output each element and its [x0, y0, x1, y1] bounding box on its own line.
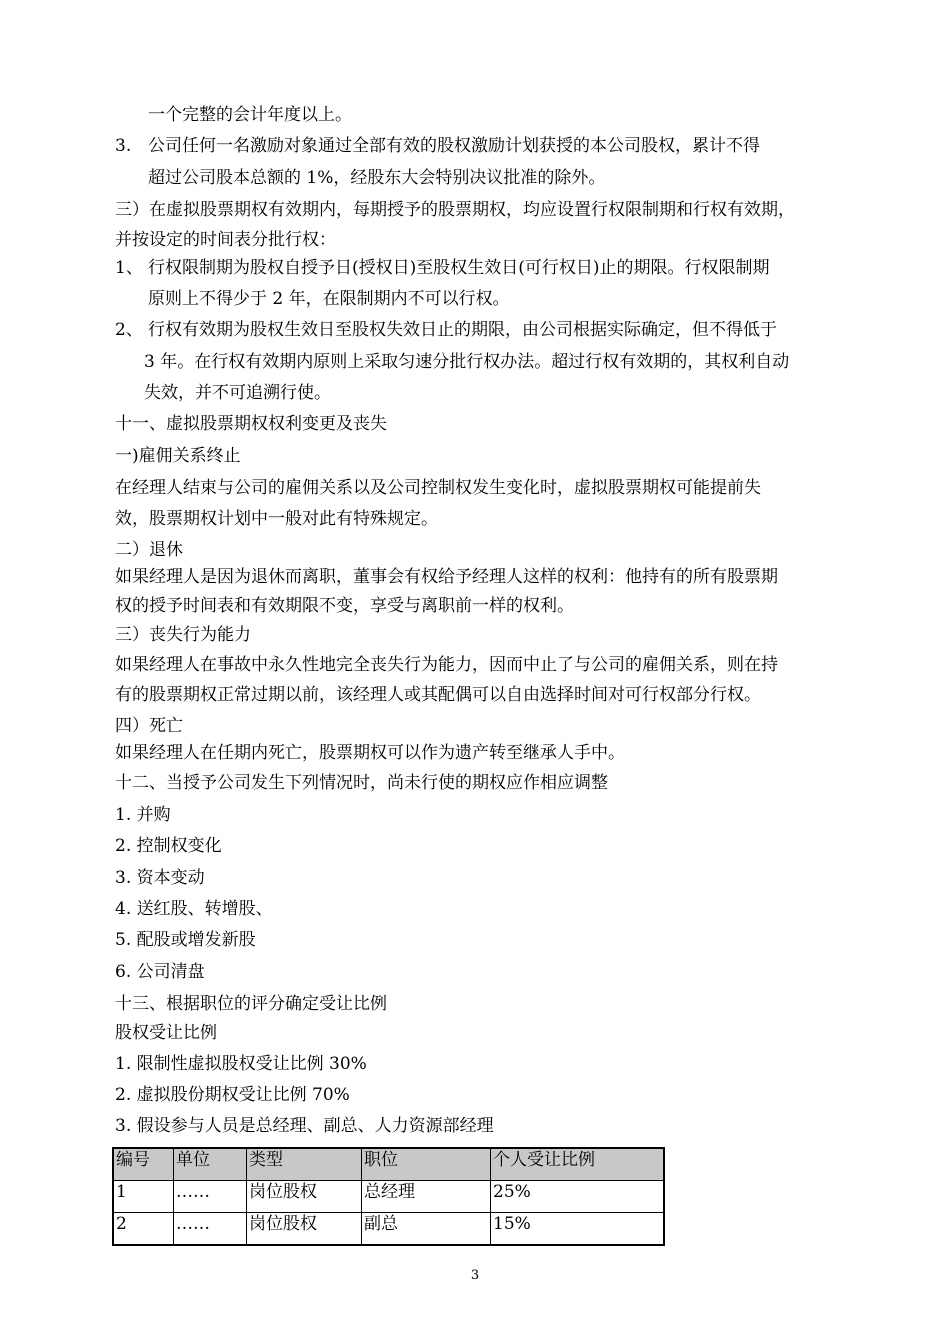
list-marker: 3. — [115, 136, 132, 156]
list-marker: 1、 — [115, 258, 143, 278]
section-heading: 十二、当授予公司发生下列情况时，尚未行使的期权应作相应调整 — [115, 773, 608, 793]
table-cell: 岗位股权 — [247, 1181, 362, 1213]
text-line: 行权有效期为股权生效日至股权失效日止的期限，由公司根据实际确定，但不得低于 — [148, 320, 777, 340]
table-header-row — [113, 1148, 664, 1181]
subheading: 一)雇佣关系终止 — [115, 446, 241, 466]
list-item: 3. 假设参与人员是总经理、副总、人力资源部经理 — [115, 1116, 494, 1136]
table-cell: …… — [174, 1181, 247, 1213]
text-line: 效，股票期权计划中一般对此有特殊规定。 — [115, 509, 438, 529]
table-header-cell: 个人受让比例 — [491, 1148, 665, 1181]
list-item: 2. 控制权变化 — [115, 836, 222, 856]
table-cell: 25% — [491, 1181, 665, 1213]
page-number: 3 — [470, 1268, 480, 1283]
text-line: 原则上不得少于 2 年，在限制期内不可以行权。 — [148, 289, 510, 309]
list-item: 2. 虚拟股份期权受让比例 70% — [115, 1085, 350, 1105]
text-line: 在经理人结束与公司的雇佣关系以及公司控制权发生变化时，虚拟股票期权可能提前失 — [115, 478, 761, 498]
list-item: 1. 限制性虚拟股权受让比例 30% — [115, 1054, 367, 1074]
list-item: 1. 并购 — [115, 805, 171, 825]
section-heading: 十三、根据职位的评分确定受让比例 — [115, 994, 387, 1014]
list-item: 3. 资本变动 — [115, 868, 205, 888]
table-header-cell: 编号 — [113, 1148, 174, 1181]
text-line: 行权限制期为股权自授予日(授权日)至股权生效日(可行权日)止的期限。行权限制期 — [148, 258, 770, 278]
text-line: 失效，并不可追溯行使。 — [144, 383, 331, 403]
list-item: 6. 公司清盘 — [115, 962, 205, 982]
table-row — [113, 1213, 664, 1246]
text-line: 有的股票期权正常过期以前，该经理人或其配偶可以自由选择时间对可行权部分行权。 — [115, 685, 761, 705]
table-header-cell: 类型 — [247, 1148, 362, 1181]
text-line: 公司任何一名激励对象通过全部有效的股权激励计划获授的本公司股权，累计不得 — [148, 136, 760, 156]
table-cell: 1 — [113, 1181, 174, 1213]
table-cell: 2 — [113, 1213, 174, 1246]
table-cell: 副总 — [362, 1213, 491, 1246]
table-header-cell: 职位 — [362, 1148, 491, 1181]
text-line: 三）在虚拟股票期权有效期内，每期授予的股票期权，均应设置行权限制期和行权有效期， — [115, 200, 795, 220]
subheading: 二）退休 — [115, 540, 183, 560]
section-heading: 十一、虚拟股票期权权利变更及丧失 — [115, 414, 387, 434]
table-cell: 15% — [491, 1213, 665, 1246]
text-line: 超过公司股本总额的 1%，经股东大会特别决议批准的除外。 — [148, 168, 606, 188]
table-cell: …… — [174, 1213, 247, 1246]
allocation-table — [112, 1147, 665, 1246]
text-line: 权的授予时间表和有效期限不变，享受与离职前一样的权利。 — [115, 596, 574, 616]
table-row — [113, 1181, 664, 1213]
table-cell: 总经理 — [362, 1181, 491, 1213]
subheading: 股权受让比例 — [115, 1023, 217, 1043]
subheading: 三）丧失行为能力 — [115, 625, 251, 645]
text-line: 一个完整的会计年度以上。 — [148, 105, 352, 125]
list-item: 4. 送红股、转增股、 — [115, 899, 273, 919]
table-header-cell: 单位 — [174, 1148, 247, 1181]
list-marker: 2、 — [115, 320, 143, 340]
table-cell: 岗位股权 — [247, 1213, 362, 1246]
text-line: 并按设定的时间表分批行权： — [115, 230, 336, 250]
subheading: 四）死亡 — [115, 716, 183, 736]
text-line: 如果经理人在事故中永久性地完全丧失行为能力，因而中止了与公司的雇佣关系，则在持 — [115, 655, 778, 675]
text-line: 3 年。在行权有效期内原则上采取匀速分批行权办法。超过行权有效期的，其权利自动 — [144, 352, 790, 372]
text-line: 如果经理人在任期内死亡，股票期权可以作为遗产转至继承人手中。 — [115, 743, 625, 763]
text-line: 如果经理人是因为退休而离职，董事会有权给予经理人这样的权利：他持有的所有股票期 — [115, 567, 778, 587]
list-item: 5. 配股或增发新股 — [115, 930, 256, 950]
